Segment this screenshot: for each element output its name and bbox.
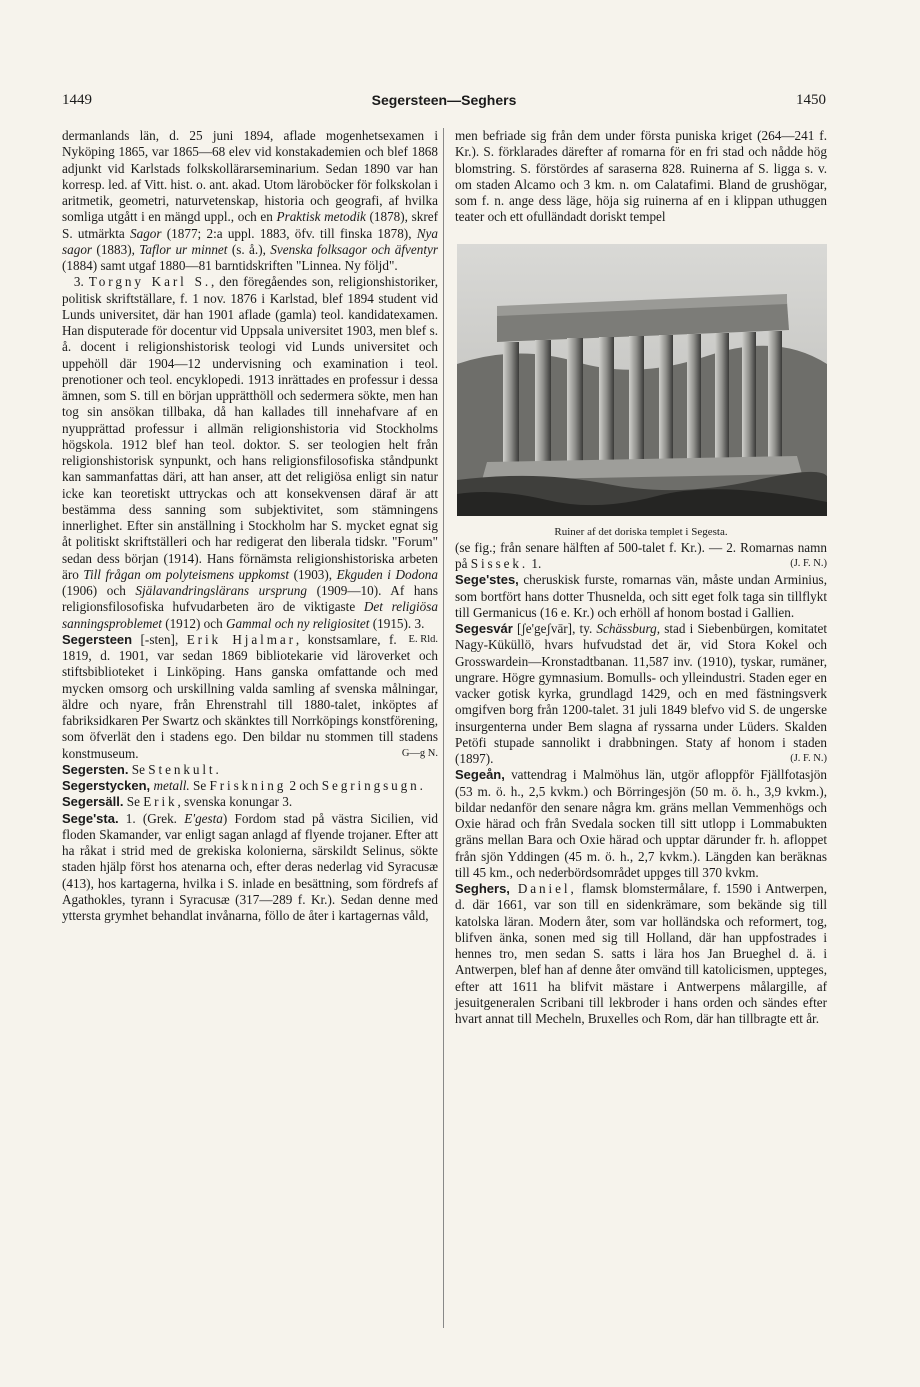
entry-segesvar: Segesvár [ʃe'geʃvār], ty. Schässburg, stad i Siebenbürgen, komitatet Nagy-Küküllö, hvars hufvudstad det är, vid Stora Kokel och Grosswardein—Kronstadtbanan. 11,587 inv. (1910), tyskar, rumäner, ungrare. Högre gymnasium. Bomulls- och ylleindustri. Staden eger en vacker gotisk kyrka, grundlagd 1429, och en med fästningsverk omgifven borg från 1200-talet. 31 juli 1849 blefvo vid S. de ungerske insurgenterna under Bem slagna af ryssarna under Lüders. Skalden Petöfi stupade sannolikt i drabbningen. Staty af honom i staden (1897). (J. F. N.) xyxy=(455,621,827,766)
right-column xyxy=(455,128,827,1027)
signature: (J. F. N.) xyxy=(790,753,827,764)
entry-segersten: Segersten. Se Stenkult. xyxy=(62,761,222,777)
page-header xyxy=(62,92,826,112)
entry-segesta-continued: men befriade sig från dem under första puniska kriget (264—241 f. Kr.). S. förklarades därefter af romarna för en fri stad och nådde hög blomstring. S. förstördes af saraserna 828. Ruinerna af S. ligga s. v. om staden Alcamo och 3 km. n. om Calatafimi. Bland de grushögar, som f. n. ange dess läge, höja sig ruinerna af en i klippan uthuggen teater och ett ofulländadt doriskt tempel xyxy=(455,128,827,225)
headword: Segerstycken, xyxy=(62,778,151,793)
left-column xyxy=(62,128,438,924)
signature: (J. F. N.) xyxy=(790,558,827,569)
headword: Segersteen xyxy=(62,631,133,647)
entry-segersteen: Segersteen [-sten], Erik Hjalmar, konstsamlare, f. 1819, d. 1901, var sedan 1869 bibliotekarie vid läroverket och stiftsbiblioteket i Linköping. Hans ganska omfattande och med mycken omsorg och urskillning valda samling af svenska målningar, äldre och nyare, från Ehrenstrahl till 1880-talet, inköptes af fabriksidkaren Per Swartz och skänktes till Norrköpings konstförening, som öfverlät den i stadens ego. Den bildar nu stommen till stadens konstmuseum. G—g N. xyxy=(62,631,438,761)
signature: E. Rld. xyxy=(408,633,438,645)
page-number-left: 1449 xyxy=(62,92,92,108)
entry-segean: Segeån, vattendrag i Malmöhus län, utgör afloppför Fjällfotasjön (53 m. ö. h., 2,5 kvkm.) och Börringesjön (50 m. ö. h., 3,9 kvkm.), bildar nedanför den senare några km. gräns mellan Vemmenhögs och Oxie härad och från Svedala socken till sitt utlopp i Lommabukten gräns mellan Bara och Oxie härad och upptar därunder fr. h. afloppet från sjön Yddingen (45 m. ö. h., 2,7 kvkm.). Längden kan beräknas till 45 km., och nederbördsområdet uppges till 370 kvkm. xyxy=(455,767,827,880)
headword: Seghers, xyxy=(455,881,510,896)
headword: Segesvár xyxy=(455,621,513,636)
headword: Segersäll. xyxy=(62,794,124,810)
entry-segesta-end: (se fig.; från senare hälften af 500-talet f. Kr.). — 2. Romarnas namn på Sissek. 1. (J. F. N.) xyxy=(455,539,827,571)
entry-continuation: dermanlands län, d. 25 juni 1894, aflade mogenhetsexamen i Nyköping 1865, var 1865—68 elev vid konstakademien och blef 1868 adjunkt vid Karlstads folkskollärarseminarium. Sedan 1890 var han korresp. led. af Vitt. hist. o. ant. akad. Utom läroböcker för folkskolan i aritmetik, geometri, naturvetenskap, historia och geografi, af hvilka somliga utgått i en mängd uppl., och en Praktisk metodik (1878), skref S. utmärkta Sagor (1877; 2:a uppl. 1883, öfv. till finska 1878), Nya sagor (1883), Taflor ur minnet (s. å.), Svenska folksagor och äfventyr (1884) samt utgaf 1880—81 barntidskriften "Linnea. Ny följd". xyxy=(62,128,438,273)
entry-seghers: Seghers, Daniel, flamsk blomstermålare, f. 1590 i Antwerpen, d. där 1661, var son till en sidenkrämare, som bekände sig till katolska läran. Modern åter, som var holländska och reformert, tog, blifven änka, sonen med sig till Holland, där han uppfostrades i hennes tro, men sedan S. satts i lära hos Jan Brueghel d. ä. i Antwerpen, blef han af denne åter omvänd till katolicismen, uppteges, efter att 1611 ha blifvit mästare i Antwerpens målargille, af jesuitgeneralen Scribani till lekbroder i hans orden och sändes efter hvart annat till Mecheln, Bruxelles och Rom, där han tillbragte ett år. xyxy=(455,881,827,1026)
signature: G—g N. xyxy=(401,747,438,759)
column-divider xyxy=(443,128,444,1328)
headword: Segeån, xyxy=(455,767,505,783)
page-number-right: 1450 xyxy=(796,92,826,108)
temple-illustration xyxy=(457,244,827,516)
entry-segesta: Sege'sta. 1. (Grek. E'gesta) Fordom stad på västra Sicilien, vid floden Skamander, var enligt sagan anlagd af flyende trojaner. Efter att ha råkat i strid med de grekiska kolonierna, särskildt Selinus, sökte staden hjälp först hos atenarna och, efter deras nederlag vid Syracusæ (413), hos kartagerna, hvilka i S. inlade en besättning, som fördrefs af Agathokles, tyrann i Syracusæ (317—289 f. Kr.). Sedan denne med yttersta grymhet behandlat invånarna, föllo de åter i kartagernas våld, xyxy=(62,810,438,923)
headword: Sege'stes, xyxy=(455,572,519,588)
figure-caption: Ruiner af det doriska templet i Segesta. xyxy=(554,525,728,538)
running-title: Segersteen—Seghers xyxy=(371,92,517,108)
headword: Segersten. xyxy=(62,761,129,777)
temple-photo xyxy=(457,244,827,516)
entry-segersall: Segersäll. Se Erik, svenska konungar 3. xyxy=(62,794,293,810)
entry-torgny: 3. Torgny Karl S., den föregåendes son, religionshistoriker, politisk skriftställare, f. 1 nov. 1876 i Karlstad, blef 1894 student vid Lunds universitet, där han 1901 aflade (gamla) teol. kandidatexamen. Han disputerade för docentur vid Uppsala universitet 1903, men blef s. å. docent i religionshistorisk teologi vid Lunds universitet och uppehöll där 1904—12 undervisning och examination i teol. prenotioner och teol. encyklopedi. 1913 inrättades en professur i dessa ämnen, som S. till en början upprätthöll och sedermera sökte, men han tog sin ansökan tillbaka, då han kallades till innehafvare af en nyupprättad professur i allmän religionshistoria vid Stockholms högskola. 1912 blef han teol. doktor. S. ser teologien helt från religionshistorisk synpunkt, och hans religionsfilosofiska ståndpunkt kan sammanfattas däri, att han anser, att det religiösa enligt sin natur icke kan teoretiskt uttryckas och att konsekvensen däraf är att bestämma dess sanning som subjektivitet, som stämningens innerlighet. Efter sin anställning i Stockholm har S. mycket egnat sig åt politiskt skriftställeri och har redigerat den liberala tidskr. "Forum" sedan dess början (1914). Hans förnämsta religionshistoriska arbeten äro Till frågan om polyteismens uppkomst (1903), Ekguden i Dodona (1906) och Själavandringslärans ursprung (1909—10). Af hans religionsfilosofiska hufvudarbeten äro de viktigaste Det religiösa sanningsproblemet (1912) och Gammal och ny religiositet (1915). 3. E. Rld. xyxy=(62,274,438,632)
headword: Sege'sta. xyxy=(62,810,119,826)
entry-segestes: Sege'stes, cheruskisk furste, romarnas vän, måste undan Arminius, som bortfört hans dotter Thusnelda, och sitt eget folk taga sin tillflykt till Germanicus (16 e. Kr.) och erhöll af honom bostad i Gallien. xyxy=(455,572,827,620)
entry-segerstycken: Segerstycken, metall. Se Friskning 2 och Segringsugn. xyxy=(62,778,426,793)
